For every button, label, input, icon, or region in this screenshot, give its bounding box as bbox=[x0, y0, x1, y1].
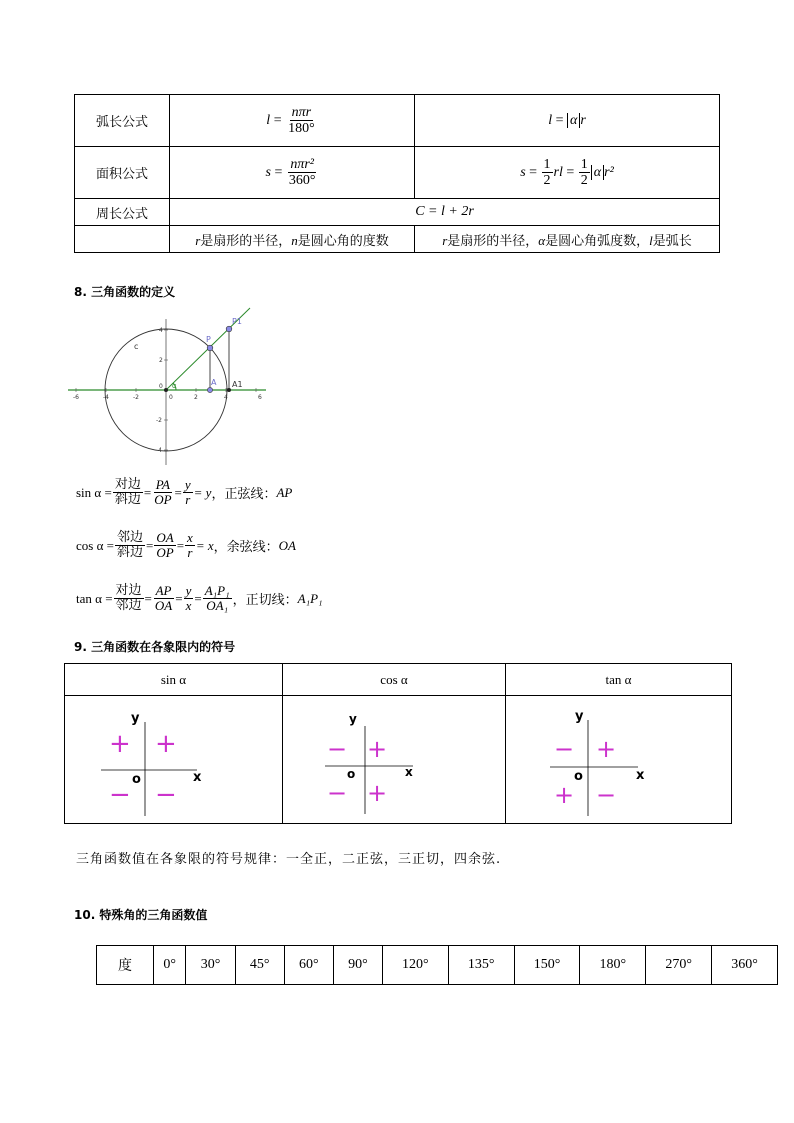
cos-q1-sign: + bbox=[367, 735, 388, 763]
angle-cell: 0° bbox=[154, 946, 186, 985]
y-tick-neg2: -2 bbox=[156, 417, 162, 424]
x-tick-6: 6 bbox=[258, 394, 262, 401]
label-p1: P1 bbox=[232, 317, 242, 326]
angle-cell: 150° bbox=[514, 946, 580, 985]
section-8-heading: 8. 三角函数的定义 bbox=[74, 285, 176, 299]
quadrant-sign-table bbox=[64, 663, 732, 824]
degree-note: r是扇形的半径，n是圆心角的度数 bbox=[170, 226, 415, 253]
cos-q2-sign: − bbox=[327, 735, 348, 763]
tan-q4-sign: − bbox=[596, 781, 617, 809]
axis-origin: o bbox=[132, 772, 141, 787]
point-p1 bbox=[226, 326, 232, 332]
point-a1 bbox=[227, 388, 231, 392]
origin-point bbox=[164, 388, 168, 392]
sin-quadrant-diagram bbox=[65, 696, 282, 819]
label-p: P bbox=[206, 335, 211, 344]
angle-cell: 180° bbox=[580, 946, 646, 985]
special-angle-table bbox=[96, 945, 778, 985]
axis-y: y bbox=[575, 709, 584, 724]
perimeter-formula: C = l + 2r bbox=[170, 199, 720, 226]
tan-definition: tan α = $\frac{\text{对边}}{\text{邻边}}$ = $\frac{AP}{OA}$ = $\frac{y}{x}$ = $\frac{\text{A₁P₁}}{\text{OA₁}}$ ，正切线： A₁P₁ bbox=[76, 583, 323, 614]
cos-sign-cell bbox=[283, 696, 506, 824]
sin-sign-cell bbox=[65, 696, 283, 824]
perimeter-label: 周长公式 bbox=[75, 199, 170, 226]
axis-y: y bbox=[131, 711, 140, 726]
header-sin: sin α bbox=[65, 664, 283, 696]
area-radian-formula: s = $\frac{1}{2}$ rl = $\frac{1}{2}$ α r² bbox=[415, 147, 720, 199]
axis-x: x bbox=[405, 765, 413, 779]
section-9-heading: 9. 三角函数在各象限内的符号 bbox=[74, 640, 236, 654]
angle-cell: 120° bbox=[382, 946, 448, 985]
x-tick-neg6: -6 bbox=[73, 394, 79, 401]
angle-cell: 30° bbox=[186, 946, 235, 985]
cos-q4-sign: + bbox=[367, 779, 388, 807]
angle-cell: 135° bbox=[448, 946, 514, 985]
section-10-heading: 10. 特殊角的三角函数值 bbox=[74, 908, 208, 922]
area-label: 面积公式 bbox=[75, 147, 170, 199]
cos-q3-sign: − bbox=[327, 779, 348, 807]
x-tick-neg4: -4 bbox=[103, 394, 109, 401]
x-tick-0: 0 bbox=[169, 394, 173, 401]
sin-q2-sign: + bbox=[109, 729, 131, 759]
degree-header: 度 bbox=[97, 946, 154, 985]
x-tick-2: 2 bbox=[194, 394, 198, 401]
axis-origin: o bbox=[347, 767, 356, 781]
angle-cell: 45° bbox=[235, 946, 284, 985]
area-degree-formula: s = $\frac{\text{nπr²}}{360^\circ}$ bbox=[170, 147, 415, 199]
label-a: A bbox=[211, 378, 217, 387]
angle-cell: 60° bbox=[284, 946, 333, 985]
header-cos: cos α bbox=[283, 664, 506, 696]
sin-q1-sign: + bbox=[155, 729, 177, 759]
point-a bbox=[207, 387, 212, 392]
axis-x: x bbox=[636, 768, 645, 783]
sin-q4-sign: − bbox=[155, 780, 177, 810]
label-c: c bbox=[134, 342, 139, 351]
tan-sign-cell bbox=[506, 696, 732, 824]
angle-cell: 360° bbox=[712, 946, 778, 985]
header-tan: tan α bbox=[506, 664, 732, 696]
tan-q3-sign: + bbox=[554, 781, 575, 809]
label-a1: A1 bbox=[232, 380, 243, 389]
label-alpha: α bbox=[172, 382, 177, 390]
radian-note: r是扇形的半径，α是圆心角弧度数，l是弧长 bbox=[415, 226, 720, 253]
sector-formula-table bbox=[74, 94, 720, 253]
arc-length-radian-formula: l = α r bbox=[415, 95, 720, 147]
y-tick-2: 2 bbox=[159, 357, 163, 364]
cos-quadrant-diagram bbox=[283, 696, 505, 819]
tan-quadrant-diagram bbox=[506, 696, 731, 819]
tan-q2-sign: − bbox=[554, 735, 575, 763]
x-tick-neg2: -2 bbox=[133, 394, 139, 401]
sin-definition: sin α = $\frac{\text{对边}}{\text{斜边}}$ = $\frac{PA}{OP}$ = $\frac{y}{r}$ = y ，正弦线： AP bbox=[76, 477, 293, 508]
x-tick-4: 4 bbox=[224, 394, 228, 401]
quadrant-sign-rule: 三角函数值在各象限的符号规律：一全正，二正弦，三正切，四余弦. bbox=[76, 852, 502, 867]
point-p bbox=[207, 345, 213, 351]
tan-q1-sign: + bbox=[596, 735, 617, 763]
cos-definition: cos α = $\frac{\text{邻边}}{\text{斜边}}$ = $\frac{OA}{OP}$ = $\frac{x}{r}$ = x ，余弦线： OA bbox=[76, 530, 296, 561]
angle-cell: 270° bbox=[646, 946, 712, 985]
y-tick-neg4: -4 bbox=[156, 447, 162, 454]
axis-y: y bbox=[349, 712, 357, 726]
axis-origin: o bbox=[574, 769, 583, 784]
arc-length-degree-formula: l = $\frac{\text{nπr}}{180^\circ}$ bbox=[170, 95, 415, 147]
unit-circle-graph bbox=[68, 305, 268, 467]
y-tick-4: 4 bbox=[159, 327, 163, 334]
sin-q3-sign: − bbox=[109, 780, 131, 810]
empty-cell bbox=[75, 226, 170, 253]
y-tick-0: 0 bbox=[159, 383, 163, 390]
angle-cell: 90° bbox=[333, 946, 382, 985]
arc-length-label: 弧长公式 bbox=[75, 95, 170, 147]
axis-x: x bbox=[193, 770, 202, 785]
